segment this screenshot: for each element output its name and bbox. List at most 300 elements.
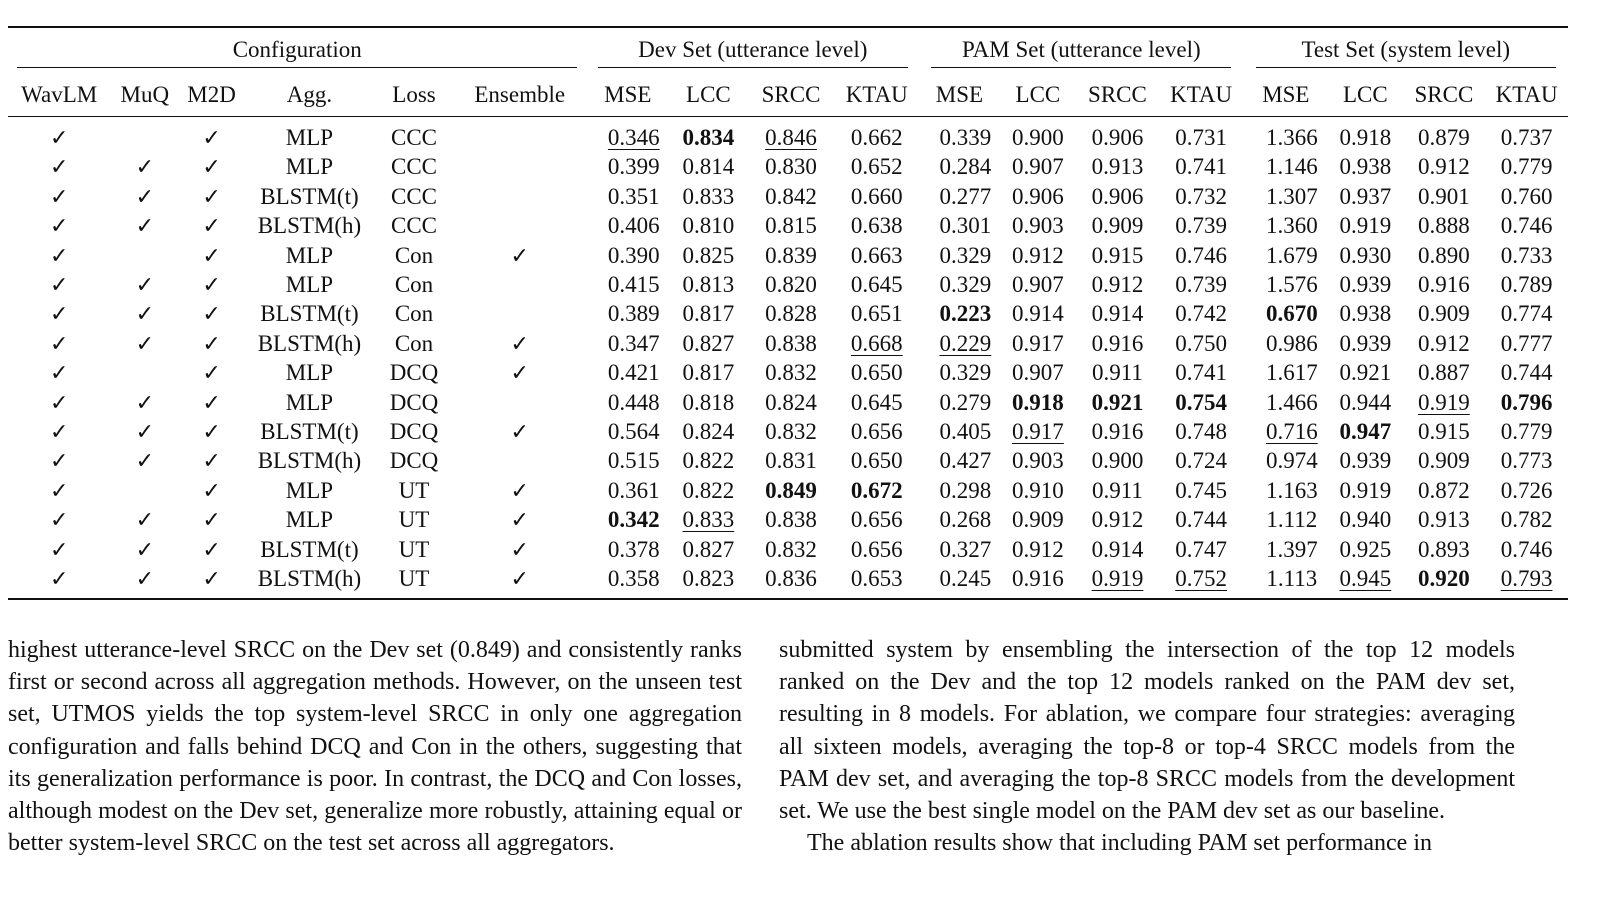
cell-pam-lcc [1000,152,1076,181]
cell-dev-lcc [669,446,748,475]
cell-pam-mse [919,329,1000,358]
cell-test-lcc [1328,270,1402,299]
table-row [8,117,1568,153]
cell-pam-lcc [1000,388,1076,417]
cell-aggregator: MLP [285,154,334,180]
cell-pam-lcc [1000,358,1076,387]
cell-dev-lcc [669,417,748,446]
metric-value: 0.662 [850,125,903,150]
cell-pam-lcc [1000,329,1076,358]
cell-muq-check [110,358,179,387]
metric-value: 0.346 [607,125,660,150]
metric-value: 0.656 [850,507,903,533]
cell-pam-srcc [1076,211,1159,240]
metric-value: 0.832 [765,419,817,445]
metric-value: 1.112 [1266,507,1318,533]
cell-pam-lcc [1000,117,1076,153]
cell-test-ktau [1485,152,1568,181]
group-header-configuration: Configuration [8,27,586,74]
cell-pam-mse [919,241,1000,270]
cell-wavlm-check: ✓ [49,477,69,503]
metric-value: 0.919 [1091,566,1144,592]
cell-test-srcc [1403,182,1486,211]
cell-pam-srcc [1076,505,1159,534]
body-text-left-column [8,634,742,859]
metric-value: 0.745 [1175,477,1227,503]
metric-value: 0.838 [765,507,817,533]
cell-ensemble-check [453,299,587,328]
metric-value: 0.748 [1175,419,1227,445]
cell-test-lcc [1328,152,1402,181]
metric-value: 0.919 [1339,477,1392,503]
column-header-pam-lcc: LCC [1000,74,1076,117]
cell-wavlm-check: ✓ [49,536,69,562]
metric-value: 0.900 [1012,125,1064,150]
column-header-pam-ktau: KTAU [1159,74,1244,117]
metric-value: 0.732 [1175,183,1227,209]
metric-value: 0.284 [939,154,992,180]
cell-dev-mse [586,182,669,211]
metric-value: 0.890 [1418,242,1470,268]
cell-muq-check: ✓ [135,272,155,298]
cell-dev-ktau [834,117,919,153]
cell-loss: Con [394,242,434,268]
metric-value: 0.901 [1418,183,1470,209]
cell-aggregator: BLSTM(h) [257,213,362,239]
cell-dev-ktau [834,270,919,299]
cell-m2d-check: ✓ [202,419,221,445]
cell-m2d-check: ✓ [202,301,221,327]
metric-value: 0.824 [765,389,817,415]
cell-pam-lcc [1000,182,1076,211]
metric-value: 0.351 [607,183,660,209]
metric-value: 0.872 [1418,477,1470,503]
cell-test-srcc [1403,299,1486,328]
metric-value: 0.903 [1012,213,1064,239]
cell-pam-srcc [1076,270,1159,299]
cell-test-mse [1243,388,1328,417]
metric-value: 0.329 [939,272,992,298]
cell-dev-srcc [748,388,835,417]
cell-m2d-check: ✓ [202,213,221,239]
group-header-pam-set: PAM Set (utterance level) [919,27,1243,74]
metric-value: 0.815 [765,213,817,239]
cell-test-ktau [1485,329,1568,358]
cell-loss: Con [394,330,434,356]
table-row [8,152,1568,181]
cell-test-ktau [1485,241,1568,270]
cell-test-mse [1243,241,1328,270]
metric-value: 0.940 [1339,507,1392,533]
cell-pam-ktau [1159,117,1244,153]
cell-dev-ktau [834,182,919,211]
cell-ensemble-check: ✓ [510,360,529,386]
cell-dev-ktau [834,417,919,446]
metric-value: 0.645 [850,389,903,415]
cell-loss: UT [375,564,453,598]
cell-muq-check [110,117,179,153]
cell-test-mse [1243,476,1328,505]
cell-dev-lcc [669,117,748,153]
cell-dev-mse [586,446,669,475]
group-header-dev-set: Dev Set (utterance level) [586,27,919,74]
cell-dev-mse [586,505,669,534]
metric-value: 1.466 [1265,389,1318,415]
cell-dev-srcc [748,241,835,270]
cell-muq-check: ✓ [110,564,179,598]
metric-value: 0.912 [1012,242,1064,268]
body-text-right-column [779,634,1515,859]
cell-muq-check: ✓ [135,330,155,356]
metric-value: 0.925 [1339,536,1392,562]
metric-value: 0.893 [1418,536,1470,562]
cell-loss: DCQ [389,419,439,445]
cell-muq-check: ✓ [135,507,155,533]
column-header-dev-ktau: KTAU [834,74,919,117]
cell-test-lcc [1328,117,1402,153]
metric-value: 0.651 [850,301,903,327]
cell-pam-mse [919,358,1000,387]
metric-value: 0.919 [1418,389,1470,415]
metric-value: 0.914 [1091,536,1144,562]
column-header-muq: MuQ [110,74,179,117]
cell-dev-ktau [834,211,919,240]
cell-pam-mse [919,388,1000,417]
cell-muq-check: ✓ [135,536,155,562]
metric-value: 0.779 [1500,154,1553,180]
metric-value: 0.914 [1091,301,1144,327]
metric-value: 0.907 [1012,272,1064,298]
metric-value: 0.945 [1339,566,1392,592]
cell-dev-lcc [669,211,748,240]
metric-value: 0.822 [682,448,735,474]
cell-ensemble-check [453,270,587,299]
metric-value: 0.833 [682,183,735,209]
cell-test-ktau [1485,182,1568,211]
metric-value: 1.576 [1265,272,1318,298]
cell-dev-lcc [669,329,748,358]
metric-value: 1.679 [1265,242,1318,268]
metric-value: 0.918 [1012,389,1064,415]
cell-pam-srcc [1076,299,1159,328]
metric-value: 0.916 [1091,419,1144,445]
cell-test-lcc [1328,329,1402,358]
cell-dev-ktau [834,358,919,387]
column-header-m2d: M2D [179,74,244,117]
cell-test-lcc [1328,417,1402,446]
cell-pam-lcc [1000,417,1076,446]
metric-value: 0.974 [1265,448,1318,474]
metric-value: 0.329 [939,360,992,386]
metric-value: 0.390 [607,242,660,268]
cell-test-ktau [1485,476,1568,505]
metric-value: 1.146 [1265,154,1318,180]
metric-value: 0.329 [939,242,992,268]
cell-dev-ktau [834,564,919,598]
cell-wavlm-check: ✓ [49,448,69,474]
metric-value: 0.915 [1091,242,1144,268]
cell-m2d-check: ✓ [202,242,221,268]
metric-value: 0.917 [1012,330,1064,356]
cell-dev-srcc [748,417,835,446]
column-header-test-ktau: KTAU [1485,74,1568,117]
table-row [8,211,1568,240]
paragraph-right-1: submitted system by ensembling the intersection of the top 12 models ranked on the Dev and the top 12 models ranked on the PAM dev set, resulting in 8 models. For ablation, we compare four strategies: averaging all sixteen models, averaging the top-8 or top-4 SRCC models from the PAM dev set, and averaging the top-8 SRCC models from the development set. We use the best single model on the PAM dev set as our baseline. [779,637,1515,825]
table-row [8,299,1568,328]
cell-m2d-check: ✓ [202,272,221,298]
metric-value: 0.920 [1418,566,1470,592]
metric-value: 0.650 [850,360,903,386]
cell-pam-srcc [1076,564,1159,598]
metric-value: 0.663 [850,242,903,268]
cell-pam-srcc [1076,241,1159,270]
metric-value: 0.907 [1012,360,1064,386]
cell-test-lcc [1328,182,1402,211]
cell-pam-ktau [1159,182,1244,211]
cell-wavlm-check: ✓ [8,564,110,598]
metric-value: 0.887 [1418,360,1470,386]
cell-pam-ktau [1159,211,1244,240]
cell-pam-lcc [1000,211,1076,240]
column-header-dev-lcc: LCC [669,74,748,117]
cell-wavlm-check: ✓ [49,507,69,533]
metric-value: 0.754 [1175,389,1227,415]
cell-dev-mse [586,270,669,299]
cell-dev-ktau [834,476,919,505]
cell-dev-lcc [669,388,748,417]
cell-pam-ktau [1159,329,1244,358]
cell-test-srcc [1403,446,1486,475]
metric-value: 0.913 [1091,154,1144,180]
cell-wavlm-check: ✓ [49,419,69,445]
cell-m2d-check: ✓ [202,183,221,209]
cell-pam-lcc [1000,505,1076,534]
metric-value: 0.229 [939,330,992,356]
cell-test-srcc [1403,476,1486,505]
metric-value: 0.827 [682,536,735,562]
cell-pam-mse [919,152,1000,181]
metric-value: 0.906 [1012,183,1064,209]
cell-dev-srcc [748,329,835,358]
cell-ensemble-check: ✓ [510,477,529,503]
cell-dev-mse [586,241,669,270]
metric-value: 0.716 [1265,419,1318,445]
column-header-dev-srcc: SRCC [748,74,835,117]
metric-value: 0.810 [682,213,735,239]
cell-test-srcc [1403,388,1486,417]
cell-ensemble-check [453,388,587,417]
metric-value: 0.939 [1339,272,1392,298]
cell-pam-mse [919,446,1000,475]
metric-value: 0.909 [1418,301,1470,327]
column-header-test-lcc: LCC [1328,74,1402,117]
metric-value: 0.782 [1500,507,1553,533]
cell-loss: Con [394,272,434,298]
column-header-wavlm: WavLM [8,74,110,117]
metric-value: 0.652 [850,154,903,180]
column-header-test-mse: MSE [1243,74,1328,117]
cell-test-srcc [1403,358,1486,387]
cell-dev-lcc [669,505,748,534]
cell-muq-check: ✓ [135,389,155,415]
cell-aggregator: BLSTM(h) [244,564,375,598]
cell-pam-srcc [1076,388,1159,417]
cell-ensemble-check: ✓ [510,507,529,533]
cell-test-lcc [1328,241,1402,270]
metric-value: 0.912 [1418,330,1470,356]
cell-m2d-check: ✓ [202,125,221,150]
metric-value: 0.399 [607,154,660,180]
cell-pam-mse [919,505,1000,534]
cell-pam-lcc [1000,446,1076,475]
cell-aggregator: BLSTM(t) [260,536,359,562]
cell-dev-srcc [748,182,835,211]
metric-value: 0.277 [939,183,992,209]
metric-value: 0.301 [939,213,992,239]
metric-value: 0.760 [1500,183,1553,209]
metric-value: 1.163 [1265,477,1318,503]
metric-value: 0.832 [765,536,817,562]
results-table [8,26,1568,600]
metric-value: 0.427 [939,448,992,474]
cell-loss: DCQ [389,448,439,474]
metric-value: 1.617 [1265,360,1318,386]
cell-dev-ktau [834,505,919,534]
metric-value: 0.405 [939,419,992,445]
metric-value: 0.911 [1092,360,1143,386]
cell-muq-check: ✓ [135,213,155,239]
metric-value: 0.822 [682,477,735,503]
cell-dev-lcc [669,182,748,211]
cell-m2d-check: ✓ [202,477,221,503]
metric-value: 0.917 [1012,419,1064,445]
table-row [8,182,1568,211]
cell-pam-srcc [1076,117,1159,153]
cell-dev-srcc [748,117,835,153]
cell-pam-srcc [1076,476,1159,505]
metric-value: 0.833 [682,507,735,533]
table-row [8,358,1568,387]
cell-dev-srcc [748,476,835,505]
cell-wavlm-check: ✓ [49,389,69,415]
cell-pam-ktau [1159,505,1244,534]
cell-muq-check [110,241,179,270]
metric-value: 0.913 [1418,507,1470,533]
cell-aggregator: MLP [285,272,334,298]
cell-pam-mse [919,299,1000,328]
cell-wavlm-check: ✓ [49,242,69,268]
cell-ensemble-check [453,117,587,153]
cell-test-mse [1243,564,1328,598]
cell-dev-srcc [748,152,835,181]
cell-test-srcc [1403,505,1486,534]
cell-pam-srcc [1076,358,1159,387]
cell-loss: CCC [390,183,438,209]
cell-muq-check: ✓ [135,301,155,327]
cell-test-srcc [1403,417,1486,446]
metric-value: 0.223 [939,301,992,327]
metric-value: 0.733 [1500,242,1553,268]
metric-value: 0.834 [682,125,735,150]
cell-test-mse [1243,299,1328,328]
metric-value: 0.773 [1500,448,1553,474]
cell-pam-ktau [1159,270,1244,299]
cell-test-srcc [1403,211,1486,240]
cell-test-ktau [1485,388,1568,417]
table-row [8,505,1568,534]
metric-value: 0.937 [1339,183,1392,209]
metric-value: 0.741 [1175,154,1227,180]
metric-value: 0.342 [607,507,660,533]
metric-value: 0.916 [1091,330,1144,356]
metric-value: 0.919 [1339,213,1392,239]
metric-value: 0.746 [1500,213,1553,239]
cell-pam-lcc [1000,241,1076,270]
column-header-ensemble: Ensemble [453,74,587,117]
metric-value: 0.415 [607,272,660,298]
metric-value: 0.746 [1500,536,1553,562]
metric-value: 0.347 [607,330,660,356]
metric-value: 0.909 [1012,507,1064,533]
metric-value: 0.921 [1091,389,1144,415]
table-group-header-row [8,27,1568,74]
metric-value: 0.818 [682,389,735,415]
metric-value: 0.939 [1339,448,1392,474]
table-row [8,270,1568,299]
column-header-agg: Agg. [244,74,375,117]
cell-dev-mse [586,117,669,153]
metric-value: 0.389 [607,301,660,327]
cell-muq-check: ✓ [135,154,155,180]
cell-loss: DCQ [389,360,439,386]
cell-test-ktau [1485,535,1568,564]
cell-aggregator: MLP [285,242,334,268]
cell-test-mse [1243,446,1328,475]
metric-value: 1.366 [1265,125,1318,150]
metric-value: 0.653 [850,566,903,592]
cell-pam-ktau [1159,388,1244,417]
metric-value: 1.360 [1265,213,1318,239]
metric-value: 0.907 [1012,154,1064,180]
column-header-loss: Loss [375,74,453,117]
metric-value: 0.838 [765,330,817,356]
metric-value: 0.741 [1175,360,1227,386]
cell-ensemble-check: ✓ [510,419,529,445]
cell-dev-lcc [669,564,748,598]
column-header-pam-mse: MSE [919,74,1000,117]
metric-value: 0.915 [1418,419,1470,445]
cell-loss: CCC [390,125,438,150]
results-table-wrapper [8,26,1568,600]
metric-value: 0.515 [607,448,660,474]
cell-pam-ktau [1159,476,1244,505]
cell-muq-check: ✓ [135,448,155,474]
metric-value: 0.817 [682,360,735,386]
metric-value: 0.361 [607,477,660,503]
cell-aggregator: MLP [285,125,334,150]
cell-test-mse [1243,535,1328,564]
cell-test-lcc [1328,535,1402,564]
metric-value: 0.849 [765,477,817,503]
cell-dev-mse [586,329,669,358]
metric-value: 0.774 [1500,301,1553,327]
results-table-body [8,117,1568,599]
metric-value: 0.660 [850,183,903,209]
metric-value: 0.739 [1175,272,1227,298]
cell-dev-mse [586,535,669,564]
metric-value: 0.912 [1091,507,1144,533]
cell-dev-lcc [669,358,748,387]
